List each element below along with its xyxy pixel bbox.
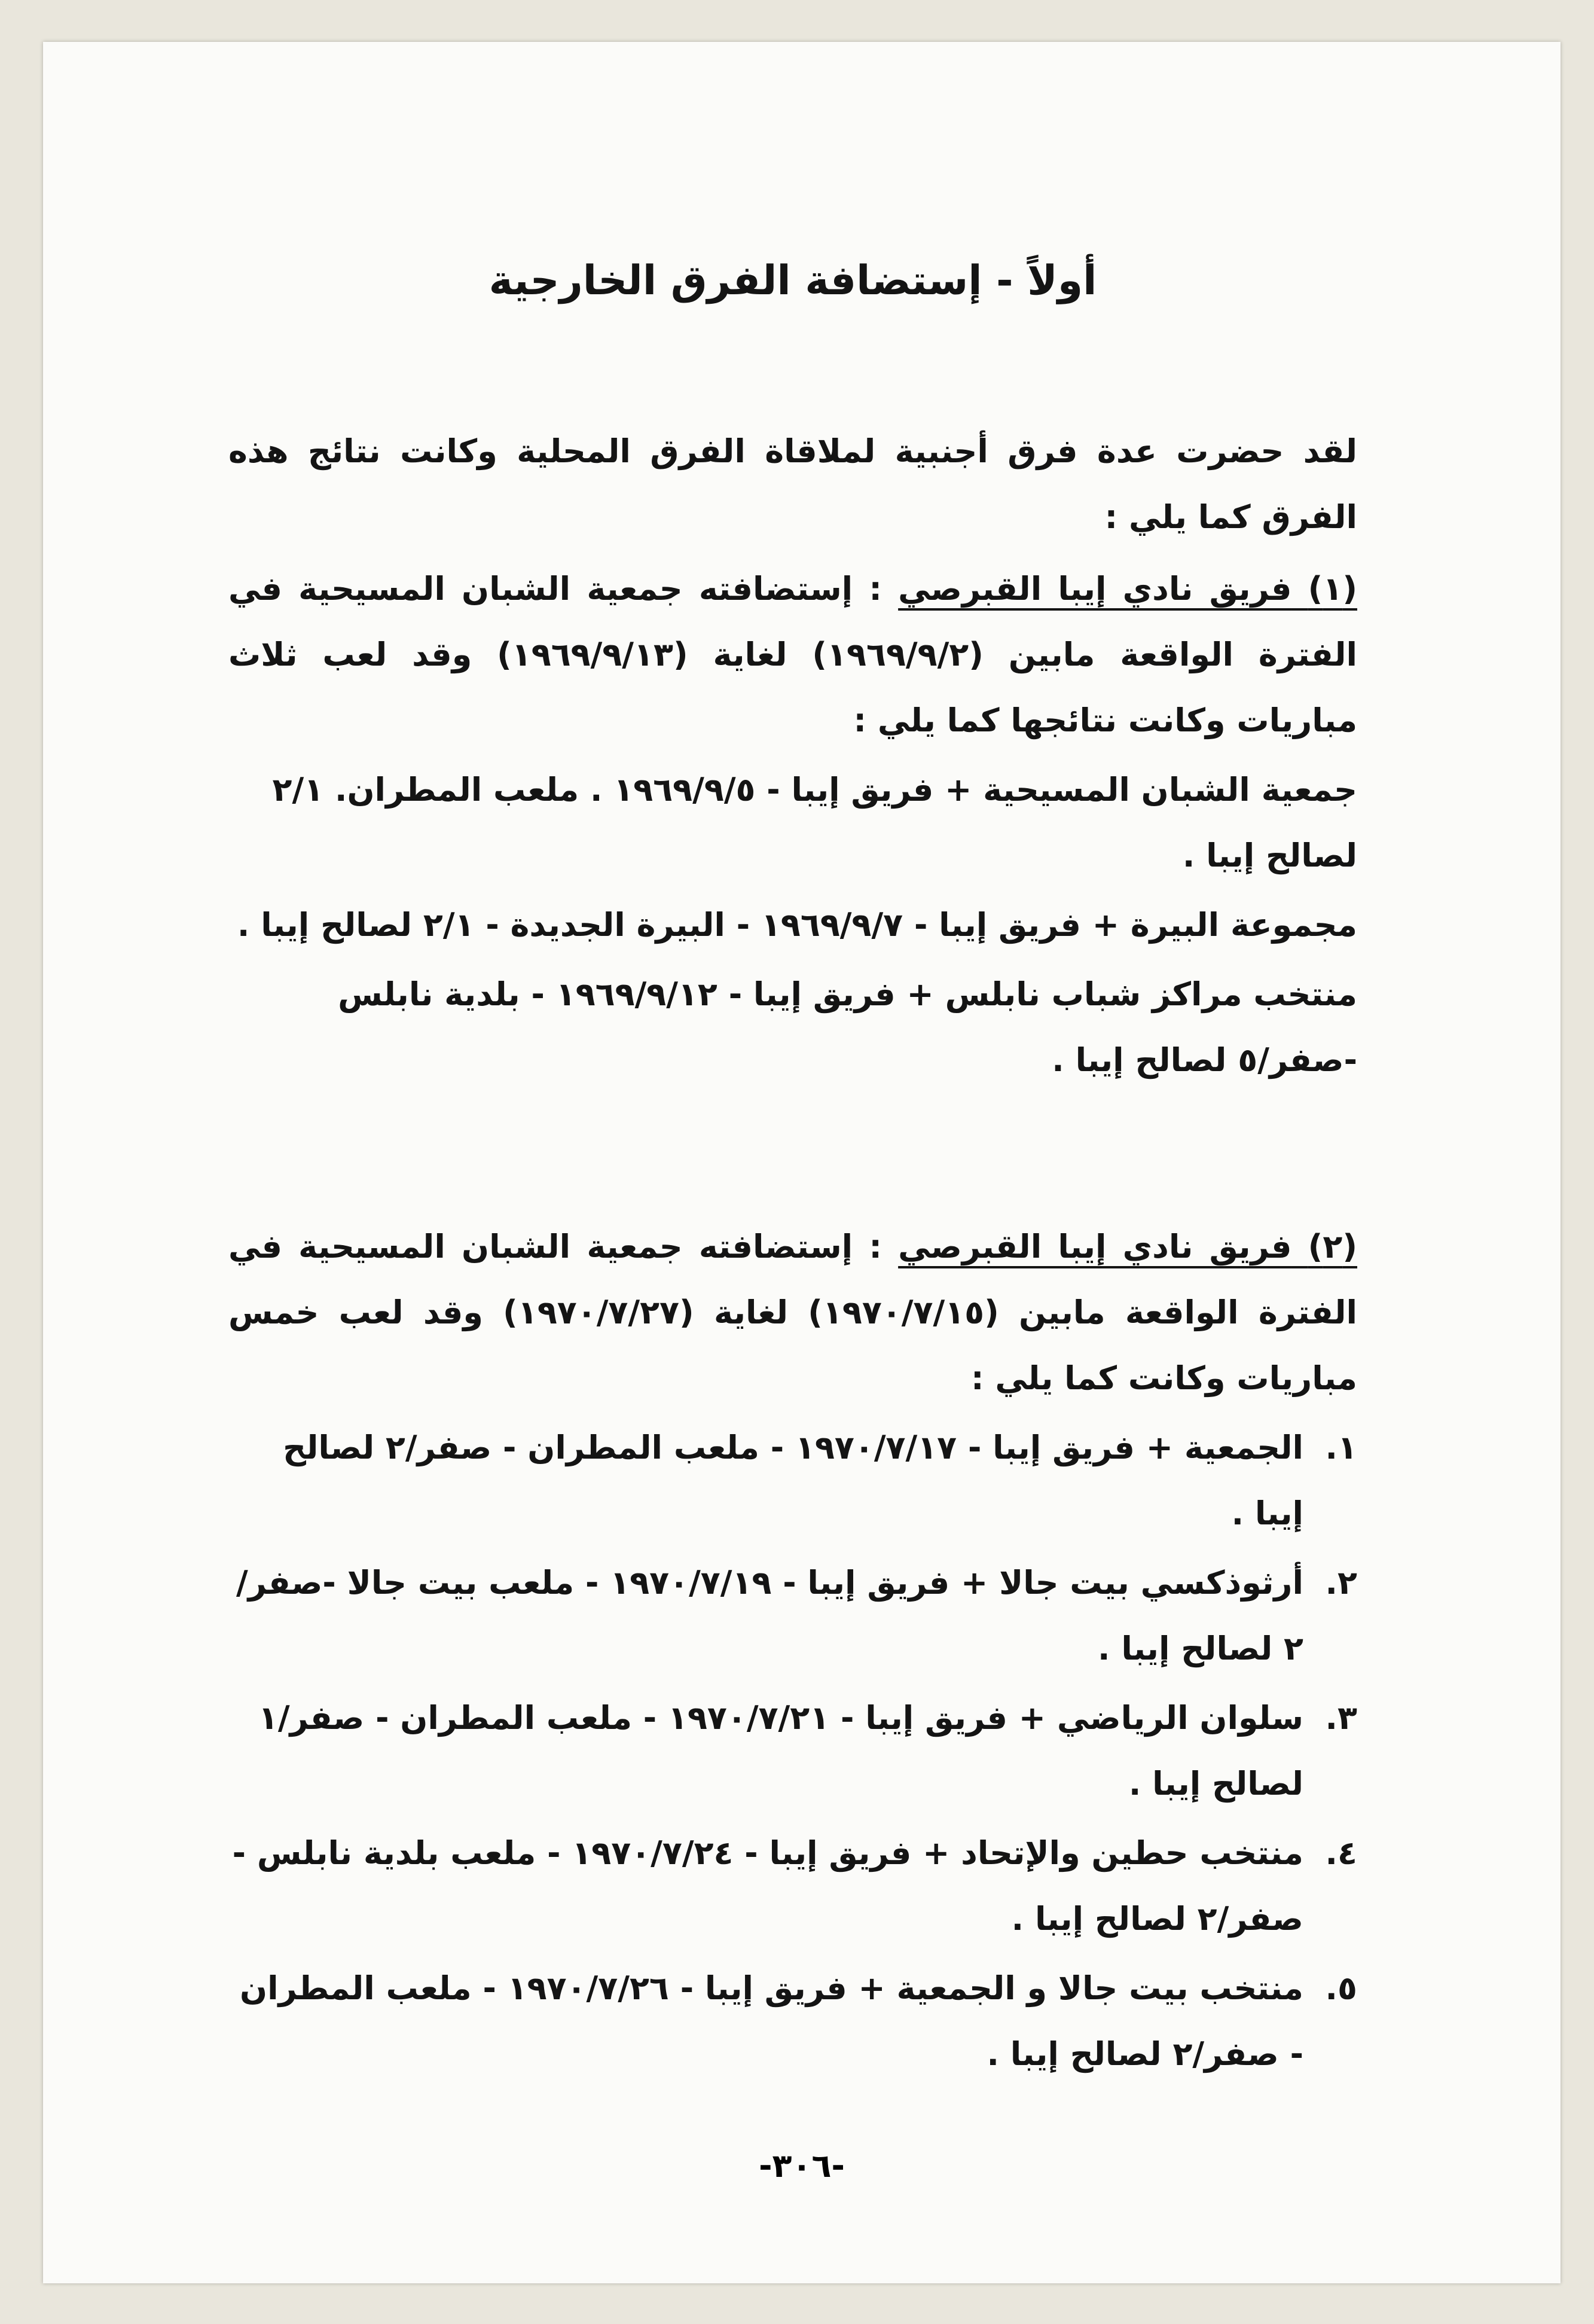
page-number: -٣٠٦- [759, 2147, 845, 2185]
section-1 [228, 556, 1357, 1093]
match-text: الجمعية + فريق إيبا - ١٩٧٠/٧/١٧ - ملعب المطران - صفر/٢ لصالح إيبا . [283, 1429, 1303, 1532]
match-text: منتخب حطين والإتحاد + فريق إيبا - ١٩٧٠/٧/٢٤ - ملعب بلدية نابلس - صفر/٢ لصالح إيبا . [232, 1834, 1303, 1938]
section-1-match-1: جمعية الشبان المسيحية + فريق إيبا - ١٩٦٩/٩/٥ . ملعب المطران. ٢/١ لصالح إيبا . [272, 771, 1357, 874]
match-number: ١. [1325, 1429, 1357, 1466]
section-1-description: : إستضافته جمعية الشبان المسيحية في الفترة الواقعة مابين (١٩٦٩/٩/٢) لغاية (١٩٦٩/٩/١٣) وقد لعب ثلاث مباريات وكانت نتائجها كما يلي : [228, 570, 1357, 739]
match-text: منتخب بيت جالا و الجمعية + فريق إيبا - ١٩٧٠/٧/٢٦ - ملعب المطران - صفر/٢ لصالح إيبا . [240, 1969, 1303, 2073]
match-number: ٥. [1325, 1969, 1357, 2007]
section-2 [228, 1214, 1357, 2087]
section-2-match-5 [228, 1956, 1357, 2087]
section-2-number: (٢) [1308, 1228, 1357, 1265]
match-text: سلوان الرياضي + فريق إيبا - ١٩٧٠/٧/٢١ - ملعب المطران - صفر/١ لصالح إيبا . [258, 1699, 1303, 1803]
section-2-match-2 [228, 1550, 1357, 1682]
section-2-team: فريق نادي إيبا القبرصي [898, 1228, 1292, 1265]
match-number: ٤. [1325, 1834, 1357, 1872]
section-1-match-2: مجموعة البيرة + فريق إيبا - ١٩٦٩/٩/٧ - البيرة الجديدة - ٢/١ لصالح إيبا . [237, 906, 1357, 944]
match-number: ٣. [1325, 1699, 1357, 1737]
section-2-description: : إستضافته جمعية الشبان المسيحية في الفترة الواقعة مابين (١٩٧٠/٧/١٥) لغاية (١٩٧٠/٧/٢٧) وقد لعب خمس مباريات وكانت كما يلي : [228, 1228, 1357, 1397]
section-2-match-3 [228, 1685, 1357, 1817]
document-page [43, 42, 1561, 2283]
section-2-match-1 [228, 1415, 1357, 1547]
page-content [228, 42, 1357, 2283]
section-2-heading [228, 1214, 1357, 1411]
section-1-number: (١) [1308, 570, 1357, 608]
section-1-team: فريق نادي إيبا القبرصي [898, 570, 1292, 608]
match-number: ٢. [1325, 1564, 1357, 1602]
section-2-match-4 [228, 1820, 1357, 1952]
section-1-heading [228, 556, 1357, 754]
intro-paragraph: لقد حضرت عدة فرق أجنبية لملاقاة الفرق المحلية وكانت نتائج هذه الفرق كما يلي : [228, 432, 1357, 536]
section-1-match-3: منتخب مراكز شباب نابلس + فريق إيبا - ١٩٦٩/٩/١٢ - بلدية نابلس -صفر/٥ لصالح إيبا . [338, 975, 1357, 1079]
match-text: أرثوذكسي بيت جالا + فريق إيبا - ١٩٧٠/٧/١٩ - ملعب بيت جالا -صفر/٢ لصالح إيبا . [236, 1564, 1303, 1667]
page-title: أولاً - إستضافة الفرق الخارجية [488, 257, 1097, 304]
